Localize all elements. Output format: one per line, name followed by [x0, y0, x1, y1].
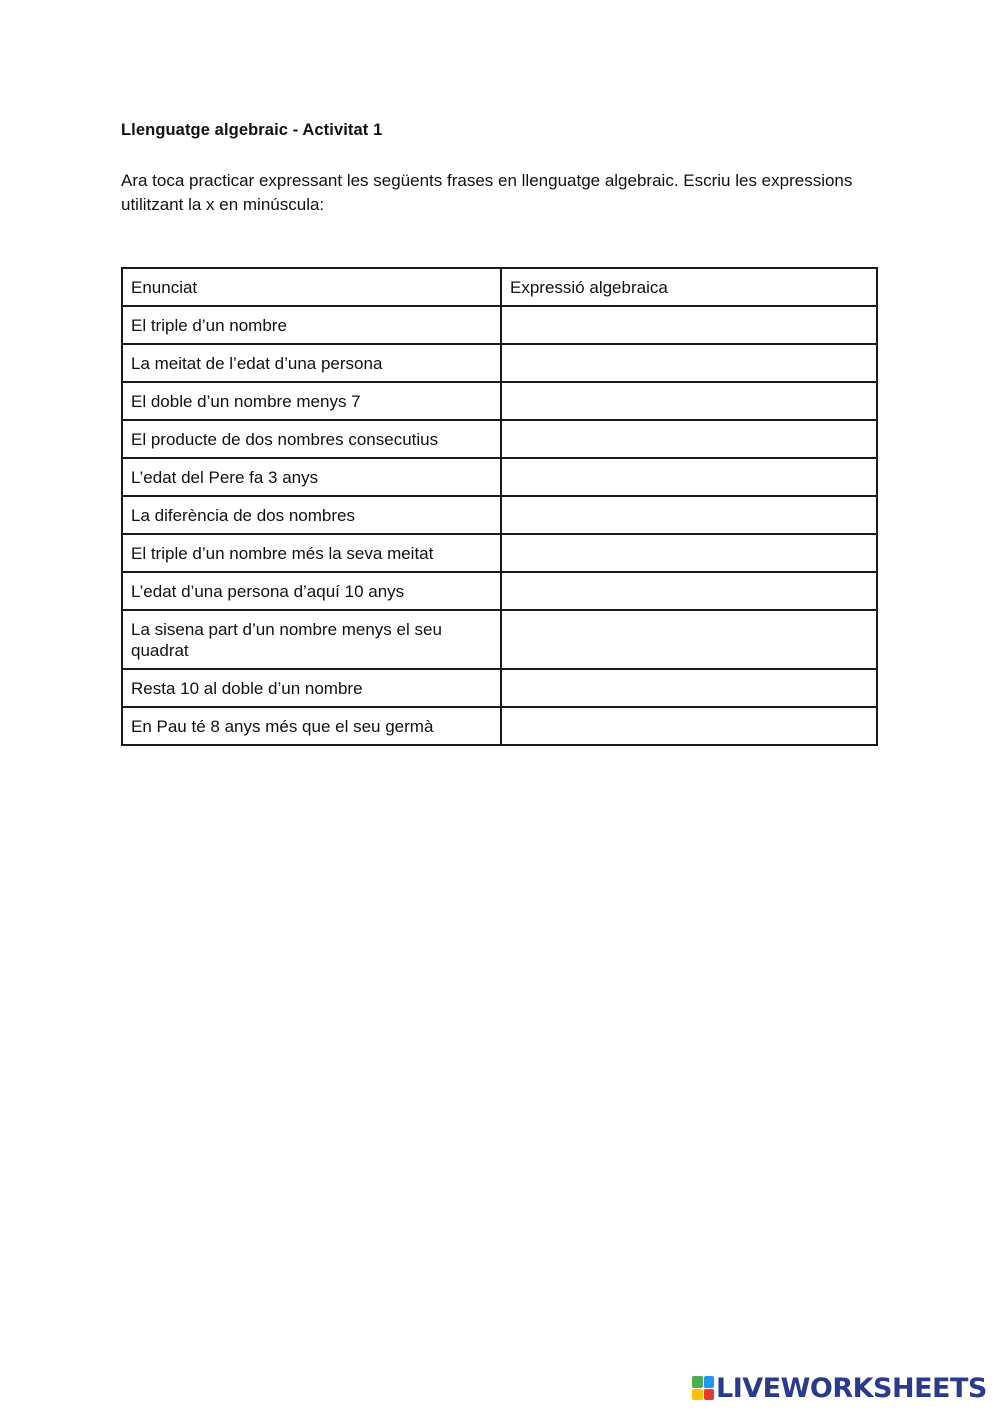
table-header-row — [122, 268, 877, 306]
answer-field[interactable] — [501, 534, 877, 572]
answer-field[interactable] — [501, 382, 877, 420]
table-row — [122, 306, 877, 344]
instructions — [121, 169, 861, 217]
answer-field[interactable] — [501, 496, 877, 534]
logo-square-blue — [704, 1376, 715, 1388]
table-row — [122, 610, 877, 669]
logo-square-green — [692, 1376, 703, 1388]
table-row — [122, 496, 877, 534]
statement-cell: El doble d’un nombre menys 7 — [122, 382, 501, 420]
table-row — [122, 382, 877, 420]
logo-text: LIVEWORKSHEETS — [716, 1372, 987, 1404]
table-row — [122, 572, 877, 610]
statement-cell: La meitat de l’edat d’una persona — [122, 344, 501, 382]
answer-field[interactable] — [501, 420, 877, 458]
statement-cell: El triple d’un nombre — [122, 306, 501, 344]
answer-field[interactable] — [501, 610, 877, 669]
worksheet-title: Llenguatge algebraic - Activitat 1 — [121, 121, 383, 139]
header-expression: Expressió algebraica — [501, 268, 877, 306]
liveworksheets-logo[interactable] — [692, 1374, 987, 1402]
answer-field[interactable] — [501, 306, 877, 344]
answer-field[interactable] — [501, 707, 877, 745]
instructions-text: Ara toca practicar expressant les següents frases en llenguatge algebraic. Escriu les expressions utilitzant la x en minúscula: — [121, 171, 853, 214]
table-row — [122, 534, 877, 572]
table-row — [122, 420, 877, 458]
answer-field[interactable] — [501, 344, 877, 382]
logo-square-yellow — [692, 1389, 703, 1401]
table-row — [122, 344, 877, 382]
answer-field[interactable] — [501, 458, 877, 496]
statement-cell: L’edat d’una persona d’aquí 10 anys — [122, 572, 501, 610]
header-statement: Enunciat — [122, 268, 501, 306]
logo-square-red — [704, 1389, 715, 1401]
statement-cell: Resta 10 al doble d’un nombre — [122, 669, 501, 707]
statement-cell: La diferència de dos nombres — [122, 496, 501, 534]
liveworksheets-logo-icon — [692, 1376, 714, 1400]
statement-cell: La sisena part d’un nombre menys el seu quadrat — [122, 610, 501, 669]
statement-cell: L’edat del Pere fa 3 anys — [122, 458, 501, 496]
statement-cell: En Pau té 8 anys més que el seu germà — [122, 707, 501, 745]
answer-field[interactable] — [501, 572, 877, 610]
table-row — [122, 707, 877, 745]
exercise-table — [121, 267, 878, 746]
table-row — [122, 669, 877, 707]
statement-cell: El producte de dos nombres consecutius — [122, 420, 501, 458]
statement-cell: El triple d’un nombre més la seva meitat — [122, 534, 501, 572]
table-row — [122, 458, 877, 496]
answer-field[interactable] — [501, 669, 877, 707]
